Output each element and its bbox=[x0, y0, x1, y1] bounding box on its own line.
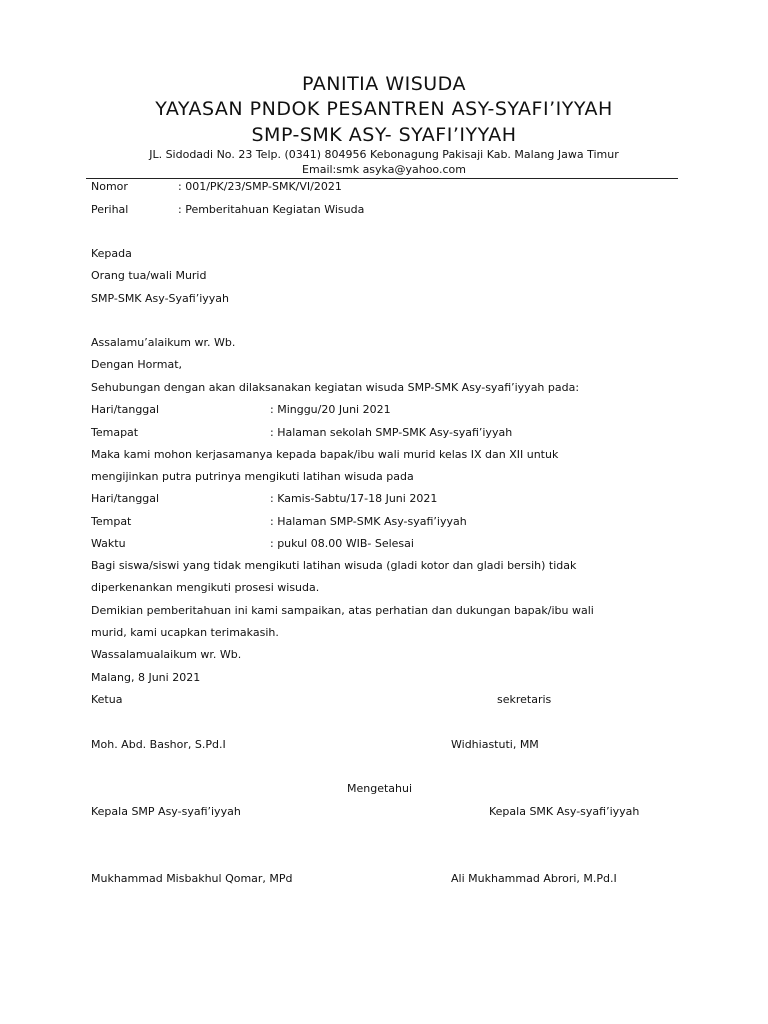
event2-date-label: Hari/tanggal bbox=[91, 492, 160, 505]
kepala-smp-name: Mukhammad Misbakhul Qomar, MPd bbox=[91, 872, 293, 885]
header-address: JL. Sidodadi No. 23 Telp. (0341) 804956 Kebonagung Pakisaji Kab. Malang Jawa Timur bbox=[149, 148, 619, 161]
mengetahui-label: Mengetahui bbox=[347, 782, 413, 795]
kepala-smk-name: Ali Mukhammad Abrori, M.Pd.I bbox=[451, 872, 617, 885]
event2-time-label: Waktu bbox=[91, 537, 126, 550]
recipient-line2: SMP-SMK Asy-Syafi’iyyah bbox=[91, 292, 230, 305]
event1-place-label: Temapat bbox=[91, 426, 139, 439]
event1-date-label: Hari/tanggal bbox=[91, 403, 160, 416]
header-foundation: YAYASAN PNDOK PESANTREN ASY-SYAFI’IYYAH bbox=[155, 98, 613, 120]
nomor-label: Nomor bbox=[91, 180, 128, 193]
recipient-kepada: Kepada bbox=[91, 247, 132, 260]
closing-text-line1: Demikian pemberitahuan ini kami sampaikan, atas perhatian dan dukungan bapak/ibu wali bbox=[91, 604, 594, 617]
ketua-title: Ketua bbox=[91, 693, 123, 706]
kepala-smk-title: Kepala SMK Asy-syafi’iyyah bbox=[489, 805, 640, 818]
event2-place-label: Tempat bbox=[91, 515, 132, 528]
header-committee: PANITIA WISUDA bbox=[302, 73, 466, 95]
note-text-line2: diperkenankan mengikuti prosesi wisuda. bbox=[91, 581, 320, 594]
header-divider bbox=[86, 178, 678, 179]
farewell: Wassalamualaikum wr. Wb. bbox=[91, 648, 242, 661]
event2-place-value: : Halaman SMP-SMK Asy-syafi’iyyah bbox=[270, 515, 467, 528]
ketua-name: Moh. Abd. Bashor, S.Pd.I bbox=[91, 738, 226, 751]
header-school: SMP-SMK ASY- SYAFI’IYYAH bbox=[251, 124, 517, 146]
nomor-value: : 001/PK/23/SMP-SMK/VI/2021 bbox=[178, 180, 342, 193]
perihal-label: Perihal bbox=[91, 203, 129, 216]
note-text-line1: Bagi siswa/siswi yang tidak mengikuti latihan wisuda (gladi kotor dan gladi bersih) tidak bbox=[91, 559, 577, 572]
letter-date: Malang, 8 Juni 2021 bbox=[91, 671, 201, 684]
kepala-smp-title: Kepala SMP Asy-syafi’iyyah bbox=[91, 805, 241, 818]
closing-text-line2: murid, kami ucapkan terimakasih. bbox=[91, 626, 279, 639]
greeting: Assalamu’alaikum wr. Wb. bbox=[91, 336, 236, 349]
event2-date-value: : Kamis-Sabtu/17-18 Juni 2021 bbox=[270, 492, 438, 505]
event1-date-value: : Minggu/20 Juni 2021 bbox=[270, 403, 391, 416]
sekretaris-name: Widhiastuti, MM bbox=[451, 738, 539, 751]
salutation: Dengan Hormat, bbox=[91, 358, 182, 371]
intro-text: Sehubungan dengan akan dilaksanakan kegiatan wisuda SMP-SMK Asy-syafi’iyyah pada: bbox=[91, 381, 580, 394]
event1-place-value: : Halaman sekolah SMP-SMK Asy-syafi’iyyah bbox=[270, 426, 513, 439]
request-text-line1: Maka kami mohon kerjasamanya kepada bapak/ibu wali murid kelas IX dan XII untuk bbox=[91, 448, 559, 461]
sekretaris-title: sekretaris bbox=[497, 693, 552, 706]
header-email: Email:smk asyka@yahoo.com bbox=[302, 163, 466, 176]
request-text-line2: mengijinkan putra putrinya mengikuti latihan wisuda pada bbox=[91, 470, 414, 483]
recipient-line1: Orang tua/wali Murid bbox=[91, 269, 207, 282]
perihal-value: : Pemberitahuan Kegiatan Wisuda bbox=[178, 203, 365, 216]
event2-time-value: : pukul 08.00 WIB- Selesai bbox=[270, 537, 414, 550]
